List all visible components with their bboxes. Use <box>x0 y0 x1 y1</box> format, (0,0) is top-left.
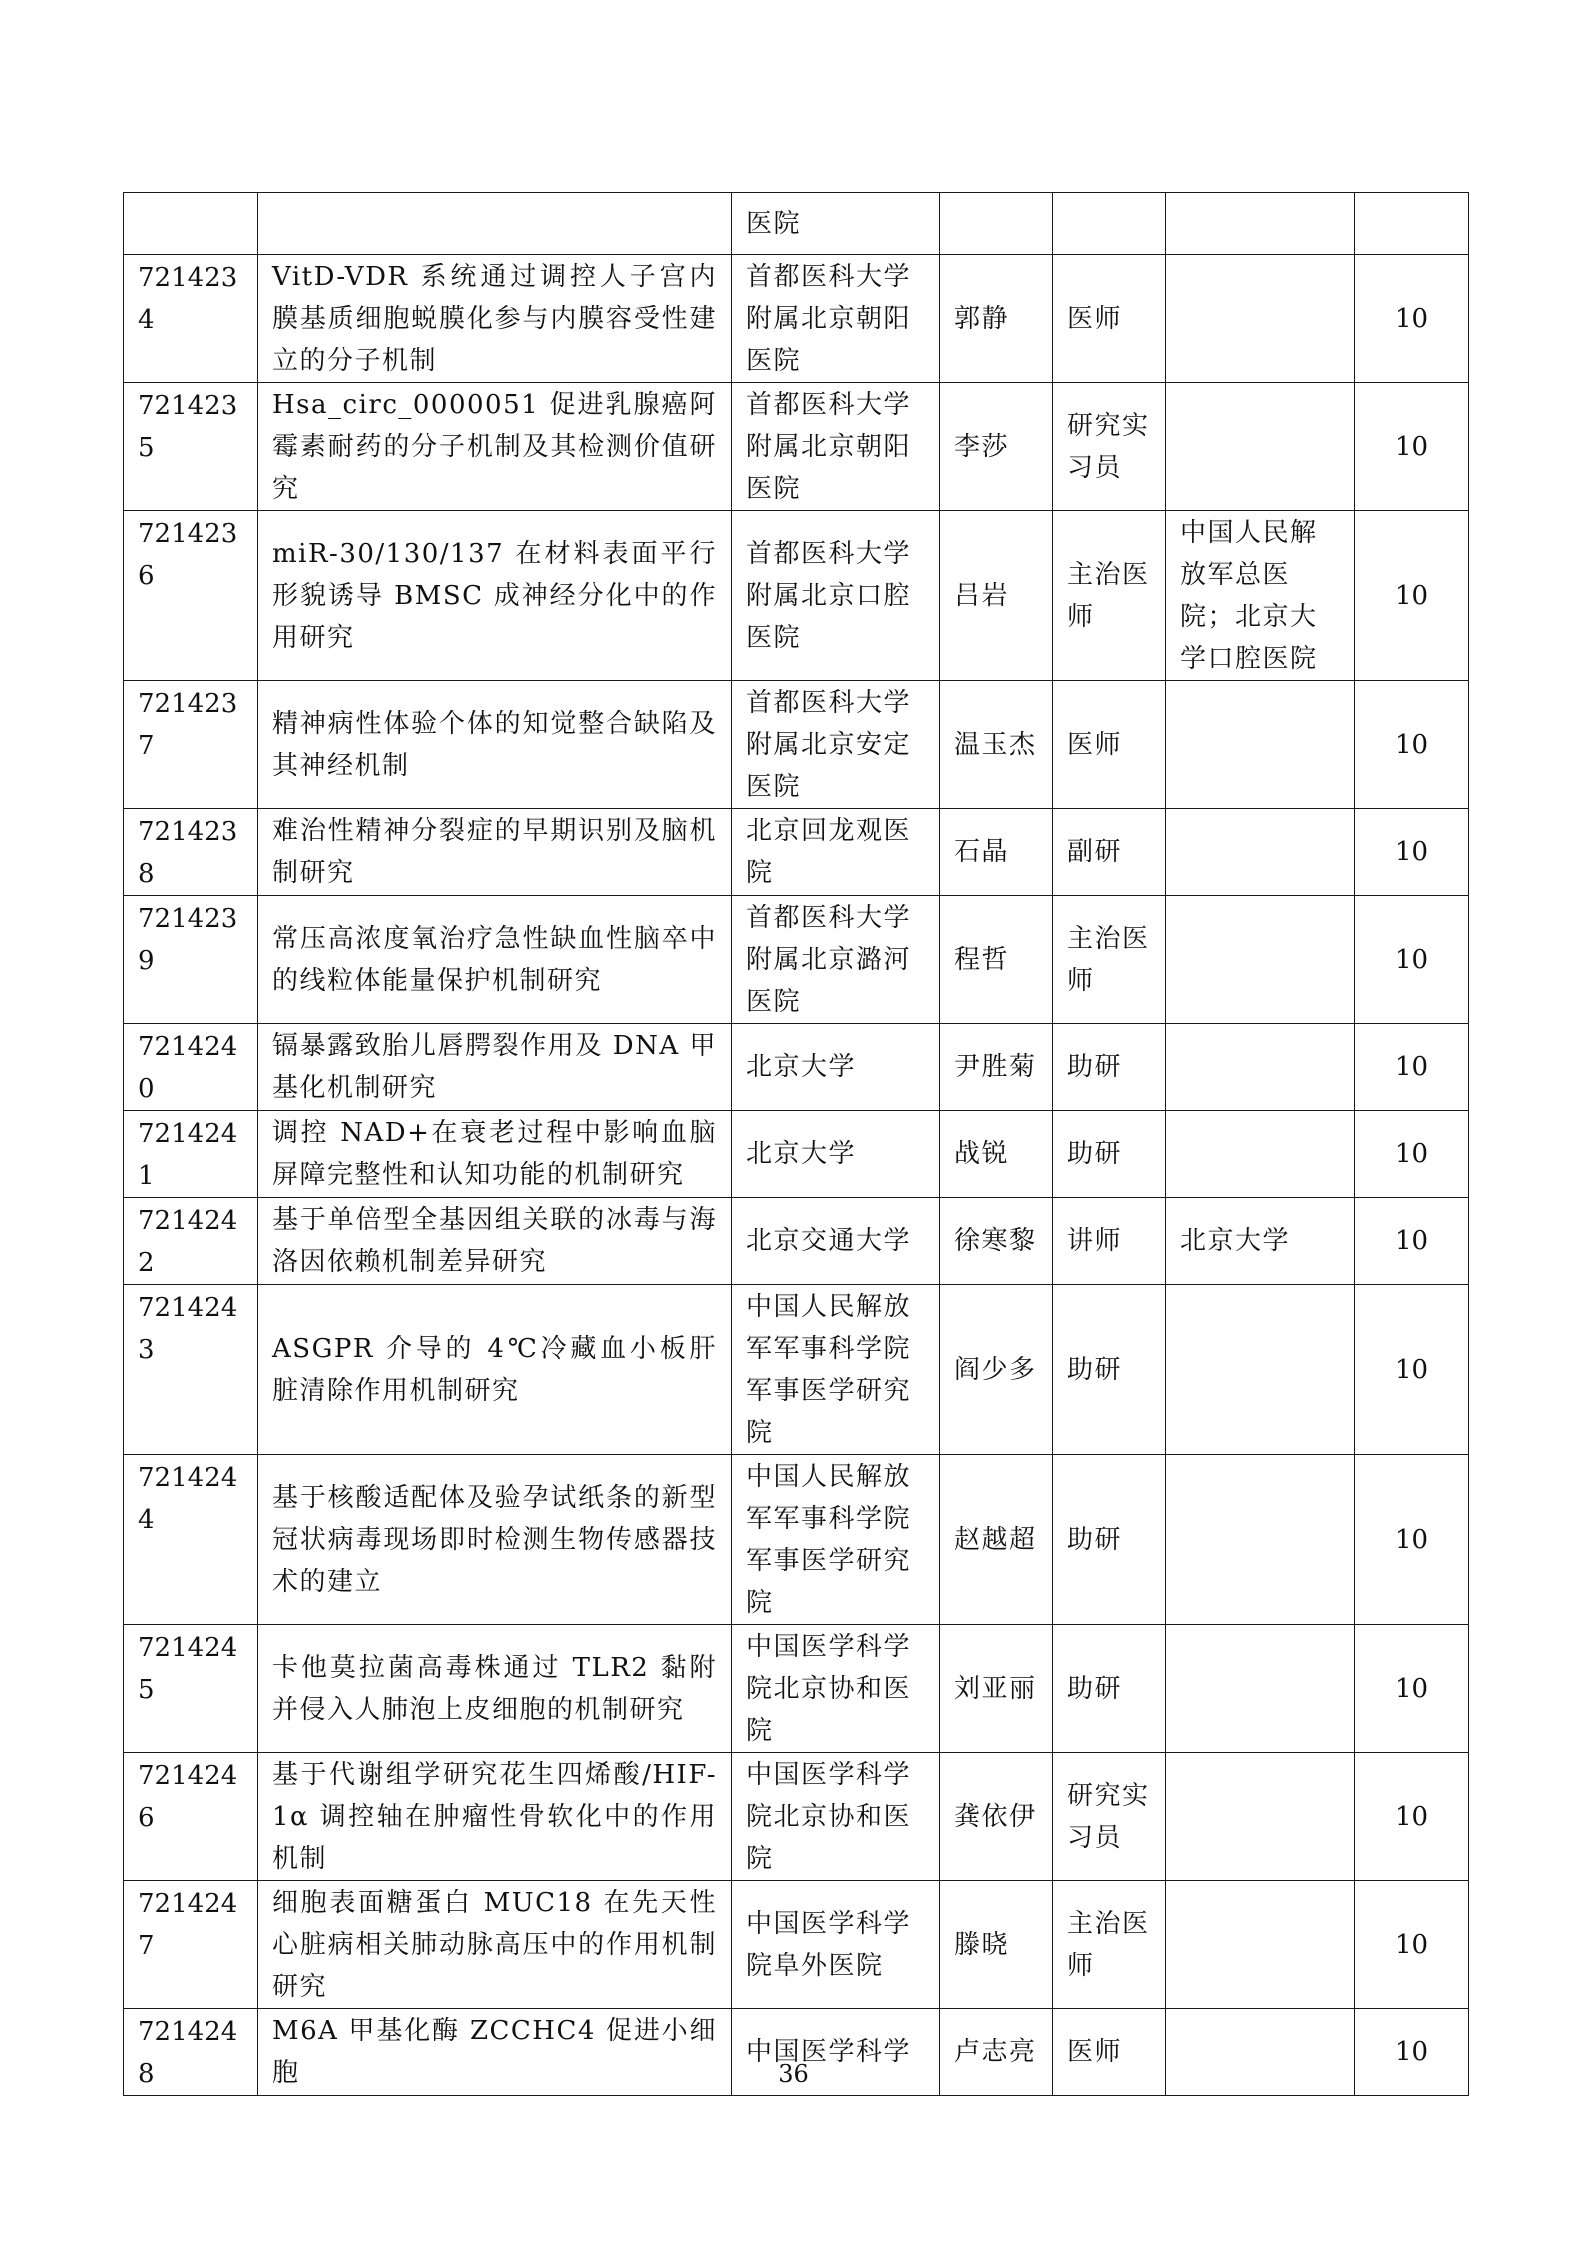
cooperating-institution-cell <box>1166 896 1355 1024</box>
project-number-cell: 7214242 <box>124 1198 258 1285</box>
project-number-cell: 7214247 <box>124 1881 258 2009</box>
institution-cell: 中国医学科学院阜外医院 <box>732 1881 940 2009</box>
project-title-cell: 基于单倍型全基因组关联的冰毒与海洛因依赖机制差异研究 <box>258 1198 732 1285</box>
project-title-cell <box>258 193 732 255</box>
table-row <box>124 1285 1469 1455</box>
table-row <box>124 809 1469 896</box>
funding-amount-cell: 10 <box>1355 383 1469 511</box>
institution-cell: 医院 <box>732 193 940 255</box>
cooperating-institution-cell <box>1166 1625 1355 1753</box>
project-title-cell: M6A 甲基化酶 ZCCHC4 促进小细胞 <box>258 2009 732 2096</box>
project-title-cell: 基于核酸适配体及验孕试纸条的新型冠状病毒现场即时检测生物传感器技术的建立 <box>258 1455 732 1625</box>
project-number-cell: 7214245 <box>124 1625 258 1753</box>
cooperating-institution-cell <box>1166 1455 1355 1625</box>
project-title-cell: VitD-VDR 系统通过调控人子宫内膜基质细胞蜕膜化参与内膜容受性建立的分子机制 <box>258 255 732 383</box>
project-number-cell: 7214235 <box>124 383 258 511</box>
principal-investigator-cell: 龚依伊 <box>940 1753 1053 1881</box>
funding-amount-cell: 10 <box>1355 1198 1469 1285</box>
funding-amount-cell: 10 <box>1355 2009 1469 2096</box>
project-title-cell: ASGPR 介导的 4℃冷藏血小板肝脏清除作用机制研究 <box>258 1285 732 1455</box>
project-number-cell: 7214244 <box>124 1455 258 1625</box>
institution-cell: 首都医科大学附属北京潞河医院 <box>732 896 940 1024</box>
project-title-cell: Hsa_circ_0000051 促进乳腺癌阿霉素耐药的分子机制及其检测价值研究 <box>258 383 732 511</box>
title-rank-cell: 助研 <box>1053 1111 1166 1198</box>
institution-cell: 中国医学科学 <box>732 2009 940 2096</box>
institution-cell: 中国人民解放军军事科学院军事医学研究院 <box>732 1455 940 1625</box>
funding-amount-cell: 10 <box>1355 1024 1469 1111</box>
principal-investigator-cell: 尹胜菊 <box>940 1024 1053 1111</box>
funding-amount-cell: 10 <box>1355 896 1469 1024</box>
cooperating-institution-cell: 中国人民解放军总医院；北京大学口腔医院 <box>1166 511 1355 681</box>
principal-investigator-cell: 石晶 <box>940 809 1053 896</box>
project-title-cell: 精神病性体验个体的知觉整合缺陷及其神经机制 <box>258 681 732 809</box>
table-row <box>124 1753 1469 1881</box>
title-rank-cell: 主治医师 <box>1053 511 1166 681</box>
institution-cell: 中国人民解放军军事科学院军事医学研究院 <box>732 1285 940 1455</box>
cooperating-institution-cell <box>1166 255 1355 383</box>
title-rank-cell: 研究实习员 <box>1053 383 1166 511</box>
title-rank-cell: 医师 <box>1053 255 1166 383</box>
project-title-cell: 难治性精神分裂症的早期识别及脑机制研究 <box>258 809 732 896</box>
cooperating-institution-cell <box>1166 681 1355 809</box>
cooperating-institution-cell <box>1166 809 1355 896</box>
principal-investigator-cell: 滕晓 <box>940 1881 1053 2009</box>
table-row <box>124 1455 1469 1625</box>
table-row <box>124 1111 1469 1198</box>
title-rank-cell: 医师 <box>1053 2009 1166 2096</box>
funding-amount-cell: 10 <box>1355 1111 1469 1198</box>
project-number-cell <box>124 193 258 255</box>
project-number-cell: 7214248 <box>124 2009 258 2096</box>
table-row <box>124 1198 1469 1285</box>
cooperating-institution-cell <box>1166 193 1355 255</box>
title-rank-cell: 助研 <box>1053 1625 1166 1753</box>
institution-cell: 首都医科大学附属北京安定医院 <box>732 681 940 809</box>
grants-table <box>123 192 1469 2096</box>
title-rank-cell: 助研 <box>1053 1455 1166 1625</box>
cooperating-institution-cell <box>1166 1024 1355 1111</box>
title-rank-cell: 讲师 <box>1053 1198 1166 1285</box>
project-number-cell: 7214234 <box>124 255 258 383</box>
cooperating-institution-cell <box>1166 383 1355 511</box>
principal-investigator-cell: 郭静 <box>940 255 1053 383</box>
cooperating-institution-cell <box>1166 1881 1355 2009</box>
title-rank-cell: 主治医师 <box>1053 896 1166 1024</box>
project-title-cell: 基于代谢组学研究花生四烯酸/HIF-1α 调控轴在肿瘤性骨软化中的作用机制 <box>258 1753 732 1881</box>
project-title-cell: 常压高浓度氧治疗急性缺血性脑卒中的线粒体能量保护机制研究 <box>258 896 732 1024</box>
institution-cell: 首都医科大学附属北京朝阳医院 <box>732 255 940 383</box>
project-number-cell: 7214246 <box>124 1753 258 1881</box>
principal-investigator-cell: 阎少多 <box>940 1285 1053 1455</box>
title-rank-cell: 研究实习员 <box>1053 1753 1166 1881</box>
principal-investigator-cell: 战锐 <box>940 1111 1053 1198</box>
project-title-cell: 卡他莫拉菌高毒株通过 TLR2 黏附并侵入人肺泡上皮细胞的机制研究 <box>258 1625 732 1753</box>
project-number-cell: 7214243 <box>124 1285 258 1455</box>
project-title-cell: miR-30/130/137 在材料表面平行形貌诱导 BMSC 成神经分化中的作用研究 <box>258 511 732 681</box>
title-rank-cell: 副研 <box>1053 809 1166 896</box>
principal-investigator-cell: 温玉杰 <box>940 681 1053 809</box>
institution-cell: 中国医学科学院北京协和医院 <box>732 1625 940 1753</box>
funding-amount-cell: 10 <box>1355 1455 1469 1625</box>
table-row <box>124 681 1469 809</box>
table-row <box>124 511 1469 681</box>
table-row <box>124 383 1469 511</box>
table-row <box>124 896 1469 1024</box>
cooperating-institution-cell <box>1166 1753 1355 1881</box>
project-title-cell: 调控 NAD+在衰老过程中影响血脑屏障完整性和认知功能的机制研究 <box>258 1111 732 1198</box>
table-row <box>124 1625 1469 1753</box>
funding-amount-cell <box>1355 193 1469 255</box>
project-number-cell: 7214237 <box>124 681 258 809</box>
title-rank-cell <box>1053 193 1166 255</box>
funding-amount-cell: 10 <box>1355 1625 1469 1753</box>
institution-cell: 北京大学 <box>732 1111 940 1198</box>
principal-investigator-cell: 刘亚丽 <box>940 1625 1053 1753</box>
institution-cell: 首都医科大学附属北京口腔医院 <box>732 511 940 681</box>
principal-investigator-cell: 卢志亮 <box>940 2009 1053 2096</box>
institution-cell: 中国医学科学院北京协和医院 <box>732 1753 940 1881</box>
principal-investigator-cell <box>940 193 1053 255</box>
table-row <box>124 1024 1469 1111</box>
principal-investigator-cell: 赵越超 <box>940 1455 1053 1625</box>
funding-amount-cell: 10 <box>1355 1285 1469 1455</box>
institution-cell: 北京交通大学 <box>732 1198 940 1285</box>
title-rank-cell: 助研 <box>1053 1285 1166 1455</box>
funding-amount-cell: 10 <box>1355 1881 1469 2009</box>
table-row <box>124 255 1469 383</box>
table-row <box>124 193 1469 255</box>
title-rank-cell: 主治医师 <box>1053 1881 1166 2009</box>
funding-amount-cell: 10 <box>1355 681 1469 809</box>
project-number-cell: 7214236 <box>124 511 258 681</box>
project-title-cell: 镉暴露致胎儿唇腭裂作用及 DNA 甲基化机制研究 <box>258 1024 732 1111</box>
page-number: 36 <box>778 2060 809 2088</box>
project-number-cell: 7214240 <box>124 1024 258 1111</box>
project-number-cell: 7214241 <box>124 1111 258 1198</box>
title-rank-cell: 医师 <box>1053 681 1166 809</box>
project-title-cell: 细胞表面糖蛋白 MUC18 在先天性心脏病相关肺动脉高压中的作用机制研究 <box>258 1881 732 2009</box>
institution-cell: 北京回龙观医院 <box>732 809 940 896</box>
principal-investigator-cell: 程哲 <box>940 896 1053 1024</box>
principal-investigator-cell: 吕岩 <box>940 511 1053 681</box>
project-number-cell: 7214238 <box>124 809 258 896</box>
institution-cell: 首都医科大学附属北京朝阳医院 <box>732 383 940 511</box>
funding-amount-cell: 10 <box>1355 511 1469 681</box>
table-body <box>124 193 1469 2096</box>
principal-investigator-cell: 徐寒黎 <box>940 1198 1053 1285</box>
funding-amount-cell: 10 <box>1355 809 1469 896</box>
cooperating-institution-cell: 北京大学 <box>1166 1198 1355 1285</box>
institution-cell: 北京大学 <box>732 1024 940 1111</box>
title-rank-cell: 助研 <box>1053 1024 1166 1111</box>
funding-amount-cell: 10 <box>1355 1753 1469 1881</box>
cooperating-institution-cell <box>1166 1285 1355 1455</box>
cooperating-institution-cell <box>1166 1111 1355 1198</box>
funding-amount-cell: 10 <box>1355 255 1469 383</box>
principal-investigator-cell: 李莎 <box>940 383 1053 511</box>
project-number-cell: 7214239 <box>124 896 258 1024</box>
table-row <box>124 1881 1469 2009</box>
